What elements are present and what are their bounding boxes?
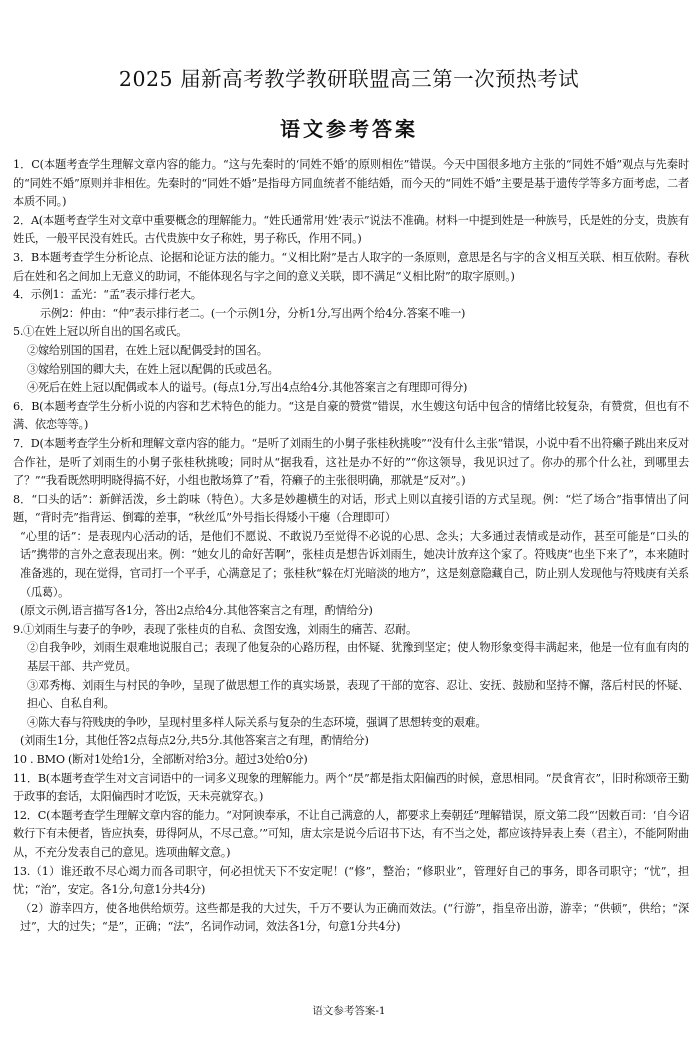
answer-paragraph-q4-example1: 4．示例1：孟光：“孟”表示排行老大。 <box>13 288 202 302</box>
answer-paragraph-q11: 11．B(本题考查学生对文言词语中的一词多义现象的理解能力。两个“昃”都是指太阳偏西的时候，意思相同。“昃食宵衣”，旧时称颂帝王勤于政事的套话，太阳偏西时才吃饭，天未亮就穿衣。) <box>13 771 689 804</box>
answer-paragraph-q5-point2: ②嫁给别国的国君，在姓上冠以配偶受封的国名。 <box>27 343 268 357</box>
answer-paragraph-q8-scoring: (原文示例,语言描写各1分，答出2点给4分.其他答案言之有理，酌情给分) <box>20 604 373 618</box>
answer-paragraph-q6: 6．B(本题考查学生分析小说的内容和艺术特色的能力。“这是自豪的赞赏”错误，水生嫂这句话中包含的情绪比较复杂，有赞赏，但也有不满、依恋等等。) <box>13 399 689 432</box>
answer-content <box>13 156 689 937</box>
answer-paragraph-q3: 3．B本题考查学生分析论点、论据和论证方法的能力。“义相比附”是古人取字的一条原则，意思是名与字的含义相互关联、相互依附。春秋后在姓和名之间加上无意义的助词，不能体现名与字之间的意义关联，即不满足“义相比附”的取字原则。) <box>13 250 689 283</box>
answer-paragraph-q10: 10 . BMO (断对1处给1分，全部断对给3分。超过3处给0分) <box>13 753 308 766</box>
answer-paragraph-q1: 1．C(本题考查学生理解文章内容的能力。“这与先秦时的‘同姓不婚’的原则相佐”错误。今天中国很多地方主张的“同姓不婚”观点与先秦时的“同姓不婚”原则并非相佐。先秦时的“同姓不婚”是指母方同血统者不能结婚，而今天的“同姓不婚”主要是基于遗传学等多方面考虑，二者本质不同。) <box>13 158 689 209</box>
answer-paragraph-q7: 7．D(本题考查学生分析和理解文章内容的能力。“是听了刘雨生的小舅子张桂秋挑唆”“没有什么主张”错误，小说中看不出符癞子跳出来反对合作社，是听了刘雨生的小舅子张桂秋挑唆；同时从“据我看，这社是办不好的”“你这领导，我见识过了。你办的那个什么社，到哪里去了？”“我看既然明明晓得搞不好，小组也散场算了”看，符癞子的主张很明确，那就是“反对”。) <box>13 436 689 488</box>
answer-paragraph-q9-point3: ③邓秀梅、刘雨生与村民的争吵，呈现了做思想工作的真实场景，表现了干部的宽容、忍让、安抚、鼓励和坚持不懈，落后村民的怀疑、担心、自私自利。 <box>27 678 689 711</box>
page-footer: 语文参考答案-1 <box>312 1005 386 1017</box>
answer-paragraph-q8-spoken: 8．“口头的话”：新鲜活泼，乡土韵味（特色）。大多是妙趣横生的对话，形式上则以直接引语的方式呈现。例：“烂了场合”指事情出了问题，“背时壳”指背运、倒霉的差事，“秋丝瓜”外号指长得矮小干瘪（合理即可） <box>13 492 689 525</box>
answer-paragraph-q5-point1: 5.①在姓上冠以所自出的国名或氏。 <box>13 325 188 339</box>
answer-paragraph-q2: 2．A(本题考查学生对文章中重要概念的理解能力。“姓氏通常用‘姓’表示”说法不准确。材料一中提到姓是一种族号，氏是姓的分支，贵族有姓氏，一般平民没有姓氏。古代贵族中女子称姓，男子称氏，作用不同。) <box>13 213 689 246</box>
answer-paragraph-q9-scoring: (刘雨生1分，其他任答2点每点2分,共5分.其他答案言之有理，酌情给分) <box>20 734 369 748</box>
answer-paragraph-q5-point4: ④死后在姓上冠以配偶或本人的谥号。(每点1分,写出4点给4分.其他答案言之有理即可得分) <box>27 381 468 395</box>
answer-paragraph-q4-example2: 示例2：仲由：“仲”表示排行老二。(一个示例1分，分析1分,写出两个给4分.答案不唯一) <box>40 306 466 320</box>
answer-paragraph-q9-point1: 9.①刘雨生与妻子的争吵，表现了张桂贞的自私、贪图安逸，刘雨生的痛苦、忍耐。 <box>13 622 417 636</box>
page-subtitle: 语文参考答案 <box>280 117 418 141</box>
answer-paragraph-q5-point3: ③嫁给别国的卿大夫，在姓上冠以配偶的氏或邑名。 <box>27 362 279 376</box>
answer-paragraph-q8-inner: “心里的话”：是表现内心活动的话，是他们不愿说、不敢说乃至觉得不必说的心思、念头；大多通过表情或是动作，甚至可能是“口头的话”携带的言外之意表现出来。例：“她女儿的命好苦啊”，张桂贞是想告诉刘雨生，她决计放弃这个家了。符贱庚“也坐下来了”，本来随时准备逃的，现在觉得，官司打一个平手，心满意足了；张桂秋“躲在灯光暗淡的地方”，这是刻意隐藏自己，防止别人发现他与符贱庚有关系（瓜葛）。 <box>20 529 689 599</box>
page-title: 2025 届新高考教学教研联盟高三第一次预热考试 <box>118 67 580 91</box>
answer-paragraph-q9-point4: ④陈大春与符贱庚的争吵，呈现村里多样人际关系与复杂的生态环境，强调了思想转变的艰难。 <box>27 715 487 729</box>
answer-paragraph-q13-part2: （2）游幸四方，使各地供给烦劳。这些都是我的大过失，千万不要认为正确而效法。(“行游”，指皇帝出游，游幸；“供顿”，供给；“深过”，大的过失；“是”，正确；“法”，名词作动词，效法各1分，句意1分共4分) <box>20 901 689 934</box>
answer-paragraph-q12: 12．C(本题考查学生理解文章内容的能力。“对阿谀奉承，不让自己满意的人，都要求上奏朝廷”理解错误，原文第二段“‘因敕百司：‘自今诏敕行下有未便者，皆应执奏，毋得阿从，不尽己意。’”可知，唐太宗是说今后诏书下达，有不当之处，都应该持异表上奏（君主），不能阿附曲从，不充分发表自己的意见。选项曲解文意。) <box>13 808 689 859</box>
answer-paragraph-q9-point2: ②自我争吵，刘雨生艰难地说服自己；表现了他复杂的心路历程，由怀疑、犹豫到坚定；使人物形象变得丰满起来，他是一位有血有肉的基层干部、共产党员。 <box>27 641 689 674</box>
answer-paragraph-q13-part1: 13.（1）谁还敢不尽心竭力而各司职守，何必担忧天下不安定呢！(“修”，整治；“修职业”，管理好自己的事务，即各司职守；“忧”，担忧；“治”，安定。各1分,句意1分共4分) <box>13 864 689 897</box>
